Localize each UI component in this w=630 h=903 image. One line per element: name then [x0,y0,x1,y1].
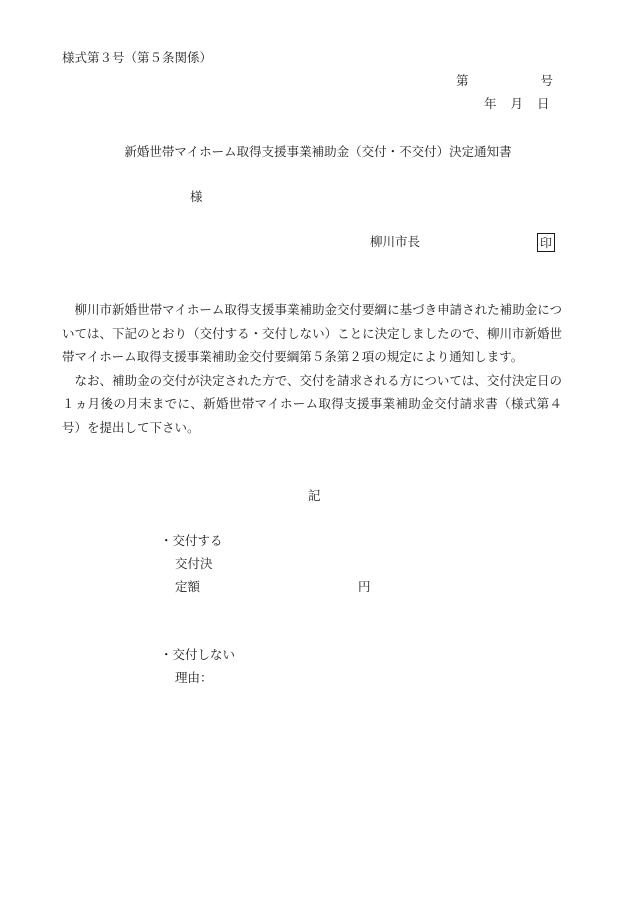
grant-option: ・交付する [160,533,223,548]
body-paragraph-1: 柳川市新婚世帯マイホーム取得支援事業補助金交付要綱に基づき申請された補助金については、下記のとおり（交付する・交付しない）ことに決定しましたので、柳川市新婚世帯マイホーム取得支援事業補助金交付要綱第５条第２項の規定により通知します。 [62,302,562,364]
document-title: 新婚世帯マイホーム取得支援事業補助金（交付・不交付）決定通知書 [124,144,512,159]
date-month: 月 [510,96,524,111]
currency-unit: 円 [358,579,371,594]
number-prefix: 第 [456,73,469,88]
notes-heading: 記 [308,488,321,503]
addressee-honorific: 様 [190,189,203,204]
date-day: 日 [537,96,550,111]
grant-amount-label-line1: 交付決 [175,556,213,571]
number-suffix: 号 [540,73,554,88]
denial-option: ・交付しない [160,647,236,662]
body-paragraph-2: なお、補助金の交付が決定された方で、交付を請求される方については、交付決定日の１ヵ月後の月末までに、新婚世帯マイホーム取得支援事業補助金交付請求書（様式第４号）を提出して下さい。 [62,372,562,435]
date-year: 年 [484,96,497,111]
document-number-line [456,75,553,88]
sender-name: 柳川市長 [370,234,421,249]
body-text [62,298,562,439]
seal-mark: 印 [537,233,555,252]
denial-reason-label: 理由： [175,670,213,685]
grant-amount-label-line2: 定額 [175,579,201,594]
form-number: 様式第３号（第５条関係） [62,50,213,65]
date-line [484,98,550,111]
